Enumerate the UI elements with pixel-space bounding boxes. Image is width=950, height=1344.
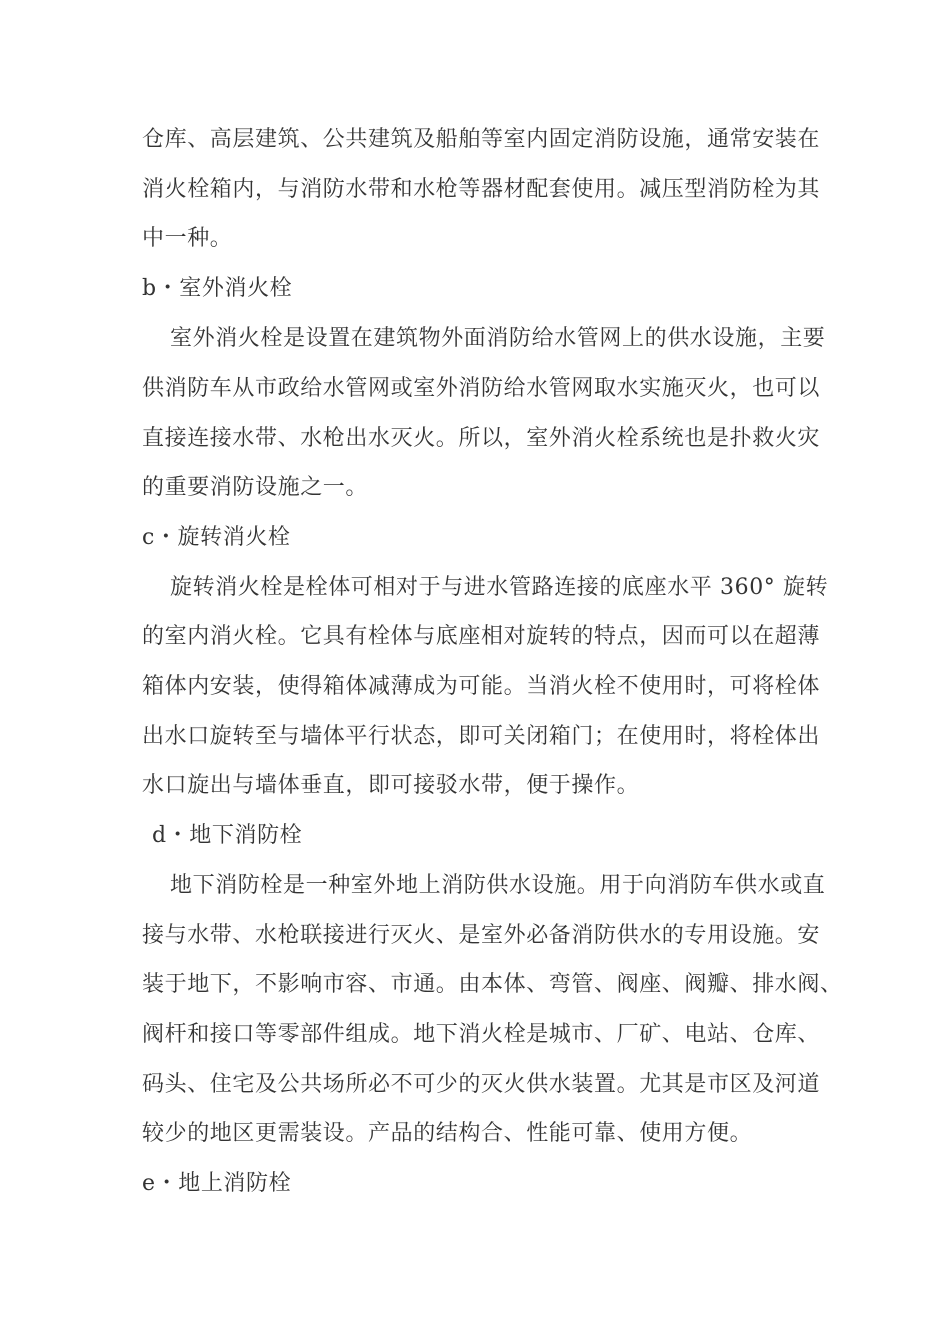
section-heading-e: e・地上消防栓 [142, 1171, 292, 1196]
section-b-line-1: 室外消火栓是设置在建筑物外面消防给水管网上的供水设施，主要 [170, 326, 826, 351]
intro-line-2: 消火栓箱内，与消防水带和水枪等器材配套使用。减压型消防栓为其 [142, 177, 821, 202]
section-c-line-3: 箱体内安装，使得箱体减薄成为可能。当消火栓不使用时，可将栓体 [142, 674, 821, 699]
section-b-line-4: 的重要消防设施之一。 [142, 475, 369, 500]
section-b-line-3: 直接连接水带、水枪出水灭火。所以，室外消火栓系统也是扑救火灾 [142, 426, 821, 451]
section-d-line-5: 码头、住宅及公共场所必不可少的灭火供水装置。尤其是市区及河道 [142, 1072, 821, 1097]
section-d-line-2: 接与水带、水枪联接进行灭火、是室外必备消防供水的专用设施。安 [142, 923, 821, 948]
intro-line-1: 仓库、高层建筑、公共建筑及船舶等室内固定消防设施，通常安装在 [142, 127, 821, 152]
section-d-line-1: 地下消防栓是一种室外地上消防供水设施。用于向消防车供水或直 [170, 873, 826, 898]
intro-line-3: 中一种。 [142, 226, 233, 251]
section-heading-c: c・旋转消火栓 [142, 525, 291, 550]
section-d-line-3: 装于地下，不影响市容、市通。由本体、弯管、阀座、阀瓣、排水阀、 [142, 972, 843, 997]
section-c-line-4: 出水口旋转至与墙体平行状态，即可关闭箱门；在使用时，将栓体出 [142, 724, 821, 749]
section-c-line-2: 的室内消火栓。它具有栓体与底座相对旋转的特点，因而可以在超薄 [142, 624, 821, 649]
section-d-line-4: 阀杆和接口等零部件组成。地下消火栓是城市、厂矿、电站、仓库、 [142, 1022, 821, 1047]
section-c-line-5: 水口旋出与墙体垂直，即可接驳水带，便于操作。 [142, 773, 640, 798]
section-b-line-2: 供消防车从市政给水管网或室外消防给水管网取水实施灭火，也可以 [142, 376, 821, 401]
section-heading-b: b・室外消火栓 [142, 276, 293, 301]
section-heading-d: d・地下消防栓 [152, 823, 303, 848]
section-d-line-6: 较少的地区更需装设。产品的结构合、性能可靠、使用方便。 [142, 1121, 753, 1146]
section-c-line-1: 旋转消火栓是栓体可相对于与进水管路连接的底座水平 360° 旋转 [170, 575, 829, 600]
